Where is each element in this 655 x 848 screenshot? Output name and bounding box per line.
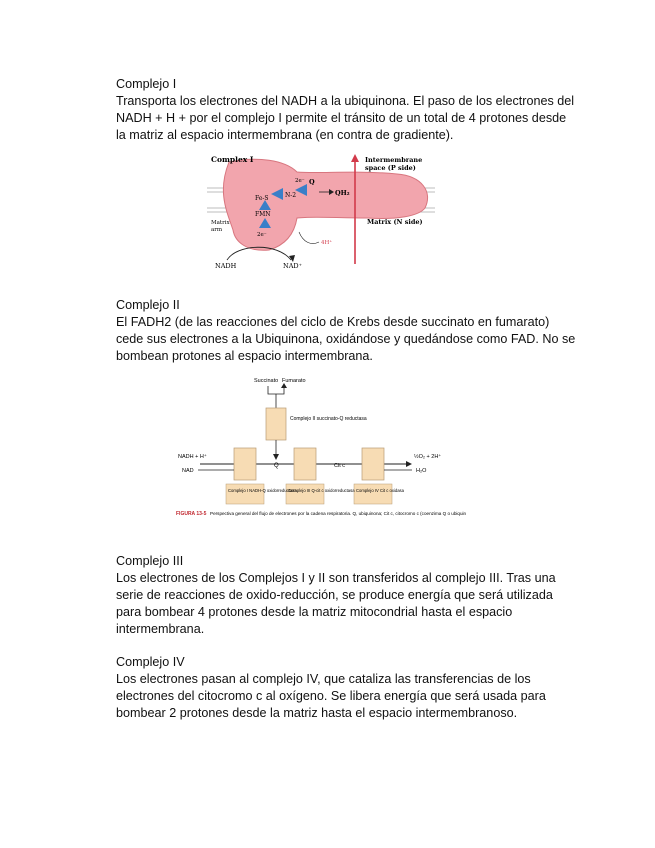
- nad-label: NAD⁺: [283, 262, 303, 270]
- matrix-side-label: Matrix (N side): [367, 218, 423, 226]
- section-complejo-1: [116, 76, 576, 144]
- complex-body-shape: [223, 159, 427, 250]
- fmn-label: FMN: [255, 211, 271, 218]
- caption-text: Perspectiva general del flujo de electrones por la cadena respiratoria. Q, ubiquinona; Cit c, citocromo c (coenzima Q o ubiquinona).: [210, 511, 466, 516]
- figure-electron-chain: [176, 368, 466, 526]
- intermembrane-label: Intermembrane: [365, 156, 423, 164]
- q-label: Q: [309, 178, 315, 186]
- complex-3-box: [294, 448, 316, 480]
- h2o-label: H₂O: [416, 468, 427, 474]
- n2-label: N-2: [285, 192, 297, 199]
- nadh-label: NADH: [215, 262, 237, 270]
- section-heading: Complejo II: [116, 298, 180, 312]
- complex-2-box: [266, 408, 286, 440]
- qh2-label: QH₂: [335, 189, 350, 197]
- complex-1-label: Complex I: [211, 155, 254, 164]
- fumarate-label: Fumarato: [282, 378, 306, 384]
- section-complejo-2: [116, 297, 576, 365]
- section-heading: Complejo I: [116, 77, 177, 91]
- complex-1-label: Complejo I NADH-Q oxidorreductasa: [228, 488, 297, 493]
- q-label: Q: [274, 463, 279, 469]
- section-body: Los electrones pasan al complejo IV, que cataliza las transferencias de los electrones del citocromo c al oxígeno. Se libera energía que será usada para bombear 2 protones desde la matriz hasta el espacio intermembranoso.: [116, 672, 546, 720]
- cytc-label: Cit c: [334, 463, 345, 469]
- section-body: El FADH2 (de las reacciones del ciclo de Krebs desde succinato en fumarato) cede sus electrones a la Ubiquinona, oxidándose y quedándose como FAD. No se bombean protones al espacio intermembrana.: [116, 315, 576, 363]
- figure-complex-1: [207, 152, 435, 270]
- caption-bold: FIGURA 13-5: [176, 511, 207, 517]
- o2-label: ½O₂ + 2H⁺: [414, 454, 442, 460]
- section-complejo-3: [116, 553, 576, 638]
- section-heading: Complejo III: [116, 554, 184, 568]
- complex-2-label: Complejo II succinato-Q reductasa: [290, 416, 367, 422]
- complex-3-label: Complejo III Q-cit c oxidorreductasa: [288, 488, 355, 493]
- arm-label: arm: [211, 227, 223, 233]
- succinate-label: Succinato: [254, 378, 279, 384]
- section-complejo-4: [116, 654, 576, 722]
- section-body: Transporta los electrones del NADH a la ubiquinona. El paso de los electrones del NADH + H + por el complejo I permite el tránsito de un total de 4 protones desde la matriz al espacio intermembrana (en contra de gradiente).: [116, 94, 575, 142]
- nadh-label: NADH + H⁺: [178, 454, 207, 460]
- proton-label: 4H⁺: [321, 240, 333, 246]
- fes-label: Fe-S: [255, 195, 269, 202]
- complex-4-label: Complejo IV Cit c oxidasa: [356, 488, 404, 493]
- complex-1-box: [234, 448, 256, 480]
- electrons-top-label: 2e⁻: [295, 178, 305, 184]
- section-heading: Complejo IV: [116, 655, 185, 669]
- electrons-bottom-label: 2e⁻: [257, 232, 267, 238]
- nad-label: NAD: [182, 468, 194, 474]
- section-body: Los electrones de los Complejos I y II son transferidos al complejo III. Tras una serie de reacciones de oxido-reducción, se produce energía que será utilizada para bombear 4 protones desde la matriz mitocondrial hasta el espacio intermembrana.: [116, 571, 556, 636]
- matrix-arm-label: Matrix: [211, 220, 230, 226]
- complex-4-box: [362, 448, 384, 480]
- intermembrane-side-label: space (P side): [365, 164, 416, 172]
